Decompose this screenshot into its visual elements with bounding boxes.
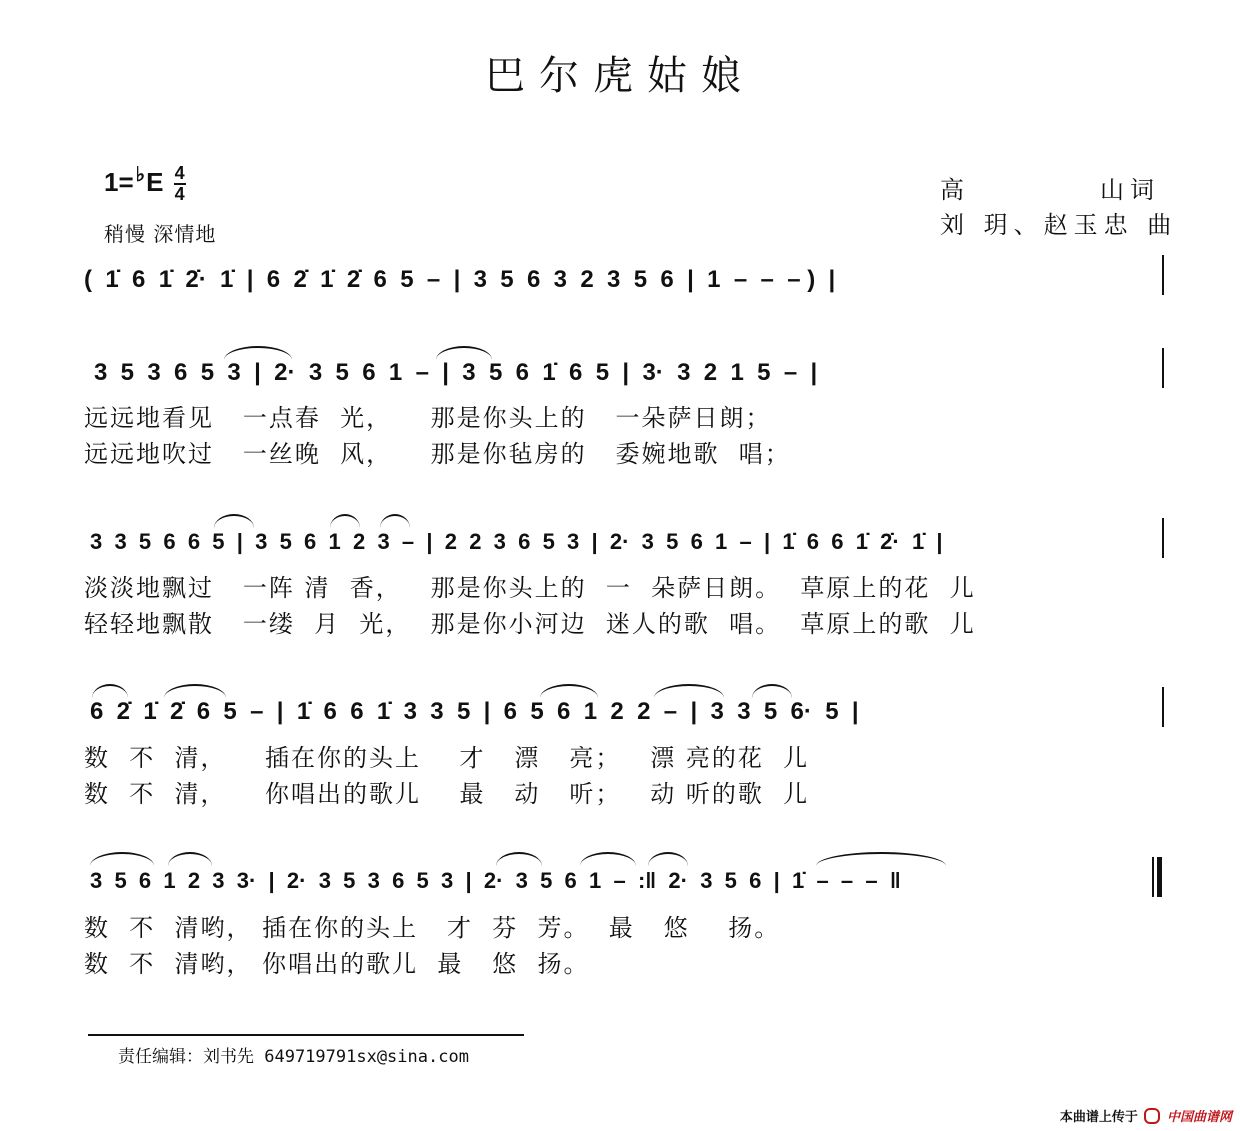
bar-line — [1162, 518, 1164, 558]
slur-mark — [330, 514, 360, 528]
slur-mark — [92, 684, 128, 698]
slur-mark — [496, 852, 542, 866]
bar-line — [1162, 687, 1164, 727]
editor-credit: 责任编辑：刘书先 649719791sx@sina.com — [118, 1047, 469, 1067]
notation-text: 3 5 6 1 2 3 3· | 2· 3 5 3 6 5 3 | 2· 3 5 6 1 – :‖ 2· 3 5 6 | 1̇ – – – ‖ — [90, 868, 901, 893]
slur-mark — [752, 684, 792, 698]
slur-mark — [90, 852, 154, 866]
upload-text: 本曲谱上传于 — [1059, 1110, 1138, 1125]
lyricist-role: 山词 — [1100, 176, 1160, 204]
notation-text: 6 2̇ 1̇ 2̇ 6 5 – | 1̇ 6 6 1̇ 3 3 5 | 6 5 6 1 2 2 – | 3 3 5 6· 5 | — [90, 698, 859, 725]
composer-credit: 刘 玥、赵玉忠 曲 — [940, 211, 1178, 239]
slur-mark — [380, 514, 410, 528]
slur-mark — [436, 346, 492, 360]
time-signature — [174, 164, 186, 204]
site-logo-icon — [1144, 1108, 1160, 1124]
key-note: E — [146, 167, 164, 197]
lyric-line: 数 不 清， 你唱出的歌儿 最 动 听； 动 听的歌 儿 — [84, 780, 810, 808]
slur-mark — [648, 852, 688, 866]
lyric-line: 轻轻地飘散 一缕 月 光， 那是你小河边 迷人的歌 唱。 草原上的歌 儿 — [84, 610, 976, 638]
key-signature — [104, 162, 186, 204]
slur-mark — [214, 514, 254, 528]
final-bar-thick — [1157, 857, 1162, 897]
lyric-line: 数 不 清哟， 插在你的头上 才 芬 芳。 最 悠 扬。 — [84, 914, 781, 942]
lyric-line: 数 不 清哟， 你唱出的歌儿 最 悠 扬。 — [84, 950, 590, 978]
slur-mark — [540, 684, 598, 698]
flat-sign: ♭ — [135, 164, 146, 186]
site-name: 中国曲谱网 — [1166, 1110, 1232, 1125]
lyric-line: 数 不 清， 插在你的头上 才 漂 亮； 漂 亮的花 儿 — [84, 744, 810, 772]
notation-text: 3 3 5 6 6 5 | 3 5 6 1 2 3 – | 2 2 3 6 5 3 | 2· 3 5 6 1 – | 1̇ 6 6 1̇ 2̇· 1̇ | — [90, 529, 943, 554]
footer-divider — [88, 1034, 524, 1036]
upload-note — [1060, 1106, 1232, 1125]
time-denominator: 4 — [174, 184, 185, 205]
song-title: 巴尔虎姑娘 — [485, 53, 755, 99]
lyricist-name: 高 — [940, 176, 964, 204]
slur-mark — [164, 684, 226, 698]
notation-text: 3 5 3 6 5 3 | 2· 3 5 6 1 – | 3 5 6 1̇ 6 5 | 3· 3 2 1 5 – | — [94, 359, 818, 386]
bar-line — [1162, 348, 1164, 388]
slur-mark — [224, 346, 292, 360]
slur-mark — [654, 684, 724, 698]
slur-mark — [816, 852, 946, 866]
lyric-line: 远远地吹过 一丝晚 风， 那是你毡房的 委婉地歌 唱； — [84, 440, 791, 468]
time-numerator: 4 — [174, 163, 185, 184]
notation-text: ( 1̇ 6 1̇ 2̇· 1̇ | 6 2̇ 1̇ 2̇ 6 5 – | 3 5 6 3 2 3 5 6 | 1 – – – ) | — [84, 266, 836, 293]
lyric-line: 淡淡地飘过 一阵 清 香， 那是你头上的 一 朵萨日朗。 草原上的花 儿 — [84, 574, 976, 602]
slur-mark — [580, 852, 636, 866]
final-bar-thin — [1152, 857, 1154, 897]
key-prefix: 1= — [104, 167, 134, 197]
bar-line — [1162, 255, 1164, 295]
notation-row-1 — [84, 266, 1174, 326]
tempo-marking: 稍慢 深情地 — [104, 222, 217, 246]
slur-mark — [168, 852, 212, 866]
lyric-line: 远远地看见 一点春 光， 那是你头上的 一朵萨日朗； — [84, 404, 772, 432]
